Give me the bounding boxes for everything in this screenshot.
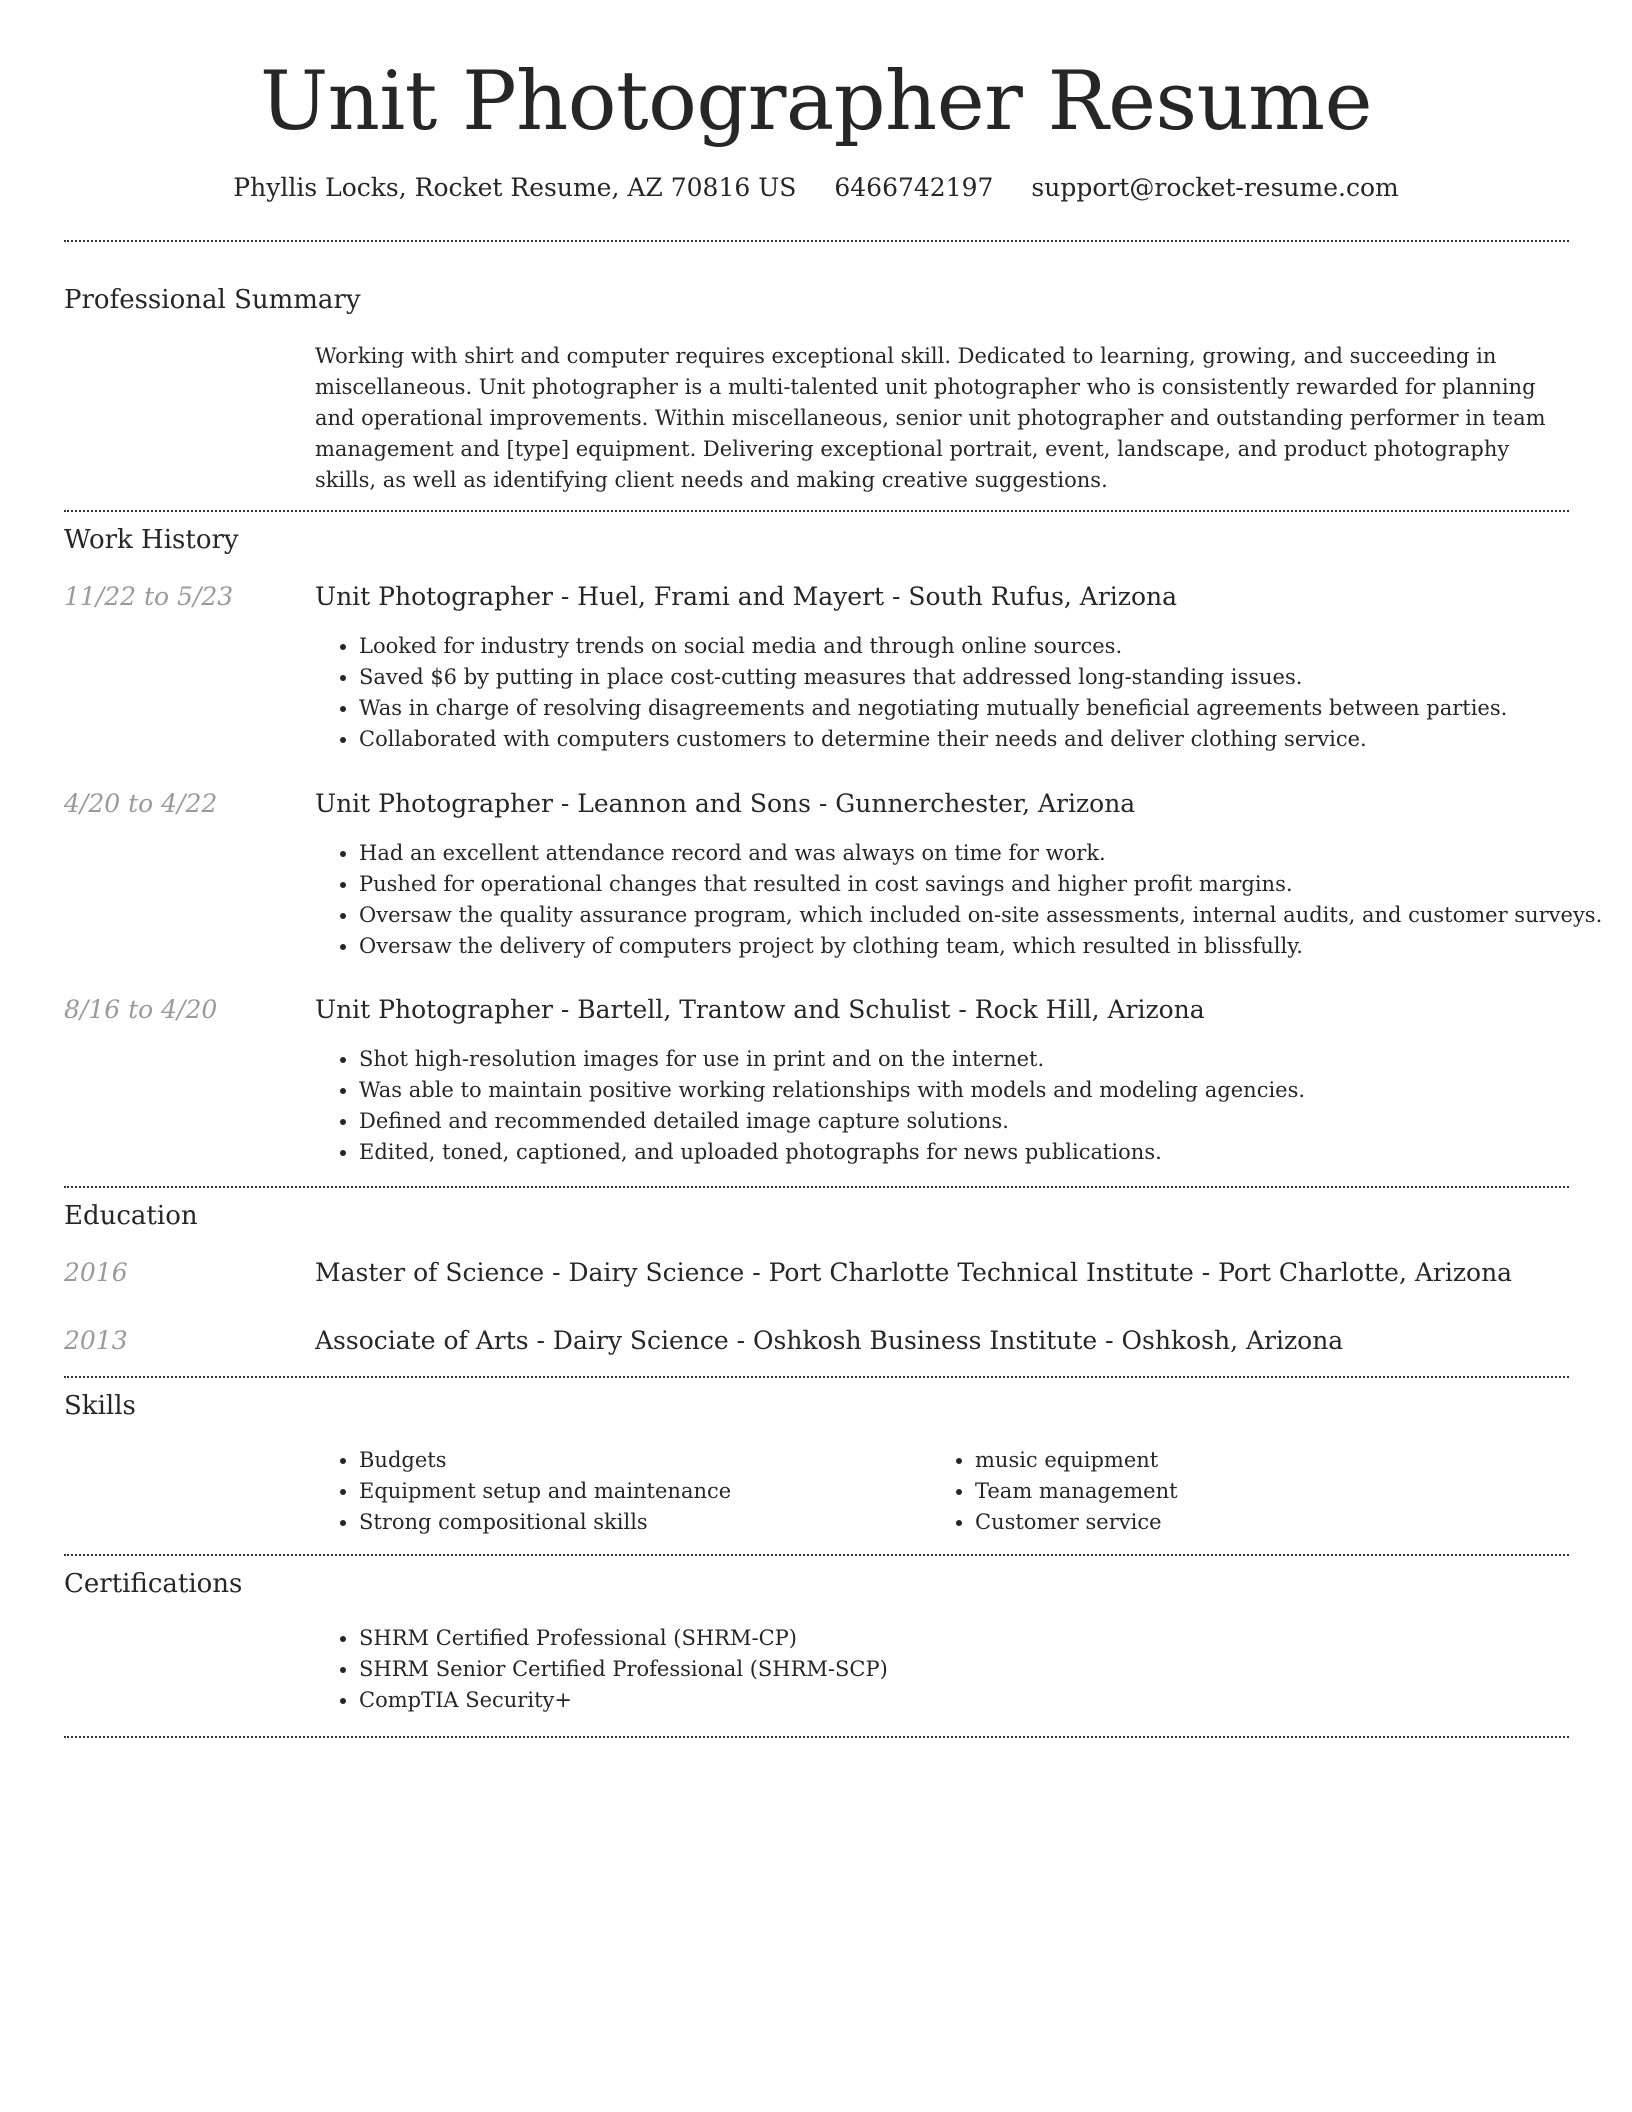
education-year: 2013 xyxy=(64,1326,128,1355)
skill-item: • Team management xyxy=(975,1476,1178,1507)
section-divider xyxy=(64,1186,1569,1188)
skill-item: • Equipment setup and maintenance xyxy=(359,1476,731,1507)
job-bullet: • Pushed for operational changes that resulted in cost savings and higher profit margins. xyxy=(359,869,1602,900)
education-heading: Education xyxy=(64,1201,198,1231)
section-divider xyxy=(64,1736,1569,1738)
contact-email: support@rocket-resume.com xyxy=(1031,173,1399,202)
section-divider xyxy=(64,1554,1569,1556)
job-bullets xyxy=(315,631,1507,755)
job-bullet: • Defined and recommended detailed image capture solutions. xyxy=(359,1106,1305,1137)
job-bullet: • Oversaw the delivery of computers project by clothing team, which resulted in blissfully. xyxy=(359,931,1602,962)
skill-item: • music equipment xyxy=(975,1445,1178,1476)
summary-text: Working with shirt and computer requires exceptional skill. Dedicated to learning, growing, and succeeding in miscellaneous. Unit photographer is a multi-talented unit photographer who is consistently rewarded for planning and operational improvements. Within miscellaneous, senior unit photographer and outstanding performer in team management and [type] equipment. Delivering exceptional portrait, event, landscape, and product photography skills, as well as identifying client needs and making creative suggestions. xyxy=(315,344,1546,492)
job-bullet: • Shot high-resolution images for use in print and on the internet. xyxy=(359,1044,1305,1075)
section-divider xyxy=(64,240,1569,242)
contact-address: Phyllis Locks, Rocket Resume, AZ 70816 US xyxy=(233,173,797,202)
job-bullet: • Looked for industry trends on social media and through online sources. xyxy=(359,631,1507,662)
section-divider xyxy=(64,510,1569,512)
job-dates: 4/20 to 4/22 xyxy=(64,789,218,818)
job-title: Unit Photographer - Bartell, Trantow and Schulist - Rock Hill, Arizona xyxy=(315,995,1205,1024)
education-year: 2016 xyxy=(64,1258,128,1287)
certifications-heading: Certifications xyxy=(64,1569,243,1599)
section-divider xyxy=(64,1376,1569,1378)
certification-item: • SHRM Certified Professional (SHRM-CP) xyxy=(359,1623,888,1654)
job-title: Unit Photographer - Huel, Frami and Mayert - South Rufus, Arizona xyxy=(315,582,1178,611)
skill-item: • Strong compositional skills xyxy=(359,1507,731,1538)
job-bullet: • Was able to maintain positive working relationships with models and modeling agencies. xyxy=(359,1075,1305,1106)
education-entry: Master of Science - Dairy Science - Port Charlotte Technical Institute - Port Charlotte, Arizona xyxy=(315,1258,1513,1287)
job-title: Unit Photographer - Leannon and Sons - Gunnerchester, Arizona xyxy=(315,789,1136,818)
work-history-heading: Work History xyxy=(64,525,239,555)
resume-title: Unit Photographer Resume xyxy=(259,55,1373,149)
certifications-list xyxy=(315,1623,888,1716)
education-entry: Associate of Arts - Dairy Science - Oshkosh Business Institute - Oshkosh, Arizona xyxy=(315,1326,1344,1355)
contact-line xyxy=(0,168,1632,208)
job-bullet: • Had an excellent attendance record and was always on time for work. xyxy=(359,838,1602,869)
job-bullet: • Was in charge of resolving disagreements and negotiating mutually beneficial agreements between parties. xyxy=(359,693,1507,724)
job-dates: 11/22 to 5/23 xyxy=(64,582,234,611)
job-bullet: • Saved $6 by putting in place cost-cutting measures that addressed long-standing issues. xyxy=(359,662,1507,693)
job-bullet: • Oversaw the quality assurance program, which included on-site assessments, internal audits, and customer surveys. xyxy=(359,900,1602,931)
summary-heading: Professional Summary xyxy=(64,285,361,315)
skill-item: • Customer service xyxy=(975,1507,1178,1538)
skills-heading: Skills xyxy=(64,1391,136,1421)
skills-list-left xyxy=(315,1445,731,1538)
contact-phone: 6466742197 xyxy=(834,173,994,202)
skill-item: • Budgets xyxy=(359,1445,731,1476)
job-dates: 8/16 to 4/20 xyxy=(64,995,218,1024)
job-bullets xyxy=(315,838,1602,962)
skills-list-right xyxy=(931,1445,1178,1538)
job-bullet: • Collaborated with computers customers to determine their needs and deliver clothing service. xyxy=(359,724,1507,755)
job-bullets xyxy=(315,1044,1305,1168)
certification-item: • SHRM Senior Certified Professional (SHRM-SCP) xyxy=(359,1654,888,1685)
job-bullet: • Edited, toned, captioned, and uploaded photographs for news publications. xyxy=(359,1137,1305,1168)
certification-item: • CompTIA Security+ xyxy=(359,1685,888,1716)
